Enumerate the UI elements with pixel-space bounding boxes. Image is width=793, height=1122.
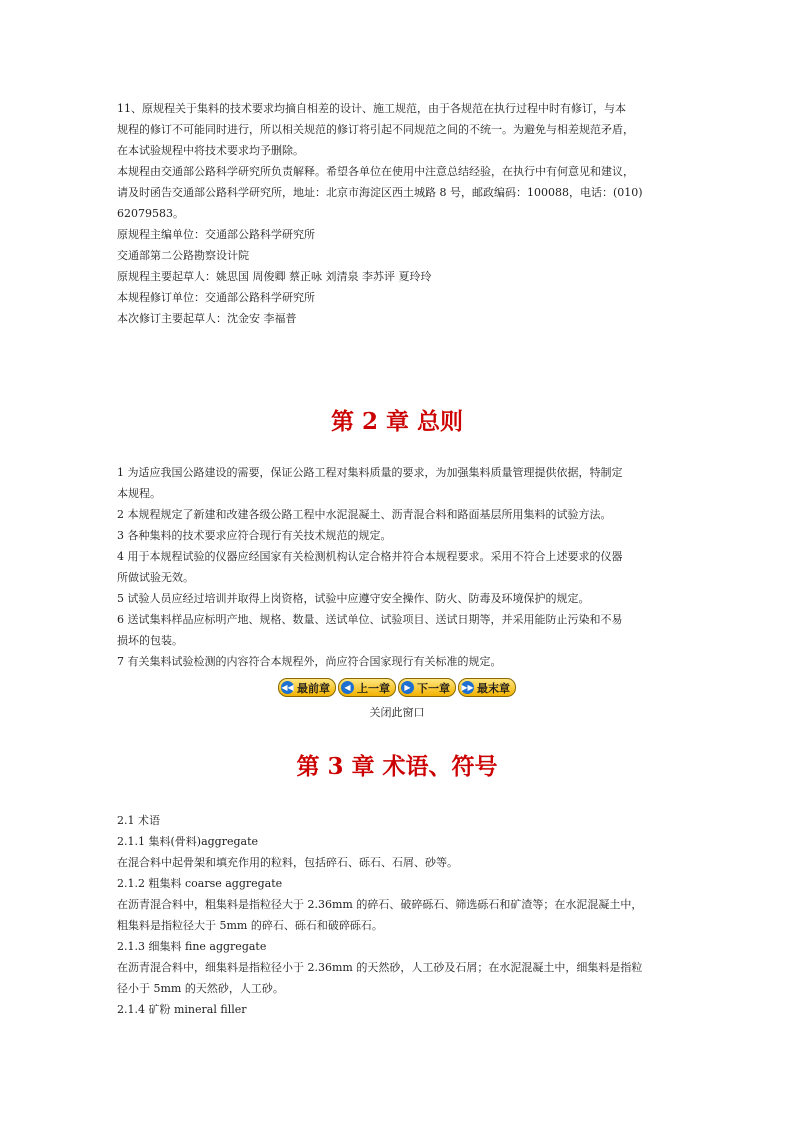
text-line: 在沥青混合料中，细集料是指粒径小于 2.36mm 的天然砂，人工砂及石屑；在水泥混凝土中，细集料是指粒 xyxy=(117,961,643,974)
chapter-2-title: 第 2 章 总则 xyxy=(330,408,464,435)
text-line: 2.1 术语 xyxy=(117,814,160,827)
text-line: 规程的修订不可能同时进行，所以相关规范的修订将引起不同规范之间的不统一。为避免与相差规范矛盾， xyxy=(117,123,634,136)
text-line: 2.1.3 细集料 fine aggregate xyxy=(117,940,267,953)
text-line: 原规程主编单位：交通部公路科学研究所 xyxy=(117,228,315,241)
text-line: 4 用于本规程试验的仪器应经国家有关检测机构认定合格并符合本规程要求。采用不符合上述要求的仪器 xyxy=(117,550,623,563)
last-chapter-button[interactable] xyxy=(458,678,516,697)
text-line: 所做试验无效。 xyxy=(117,571,194,584)
first-chapter-button[interactable] xyxy=(278,678,336,697)
prev-chapter-button[interactable] xyxy=(338,678,396,697)
text-line: 在混合料中起骨架和填充作用的粒料，包括碎石、砾石、石屑、砂等。 xyxy=(117,856,458,869)
text-line: 2 本规程规定了新建和改建各级公路工程中水泥混凝土、沥青混合料和路面基层所用集料的试验方法。 xyxy=(117,508,612,521)
text-line: 本规程修订单位：交通部公路科学研究所 xyxy=(117,291,315,304)
text-line: 损坏的包装。 xyxy=(117,634,183,647)
text-line: 原规程主要起草人：姚思国 周俊卿 蔡正咏 刘清泉 李苏评 夏玲玲 xyxy=(117,270,432,283)
text-line: 2.1.1 集料(骨料)aggregate xyxy=(117,835,259,848)
close-window-link[interactable]: 关闭此窗口 xyxy=(369,706,425,719)
next-chapter-button[interactable] xyxy=(398,678,456,697)
text-line: 2.1.2 粗集料 coarse aggregate xyxy=(117,877,283,890)
text-line: 粗集料是指粒径大于 5mm 的碎石、砾石和破碎砾石。 xyxy=(117,919,383,932)
chapter-navigation xyxy=(117,678,677,697)
text-line: 62079583。 xyxy=(117,207,184,220)
first-chapter-label: 最前章 xyxy=(297,681,330,695)
fast-forward-icon: ▶▶ xyxy=(461,683,474,692)
text-line: 7 有关集料试验检测的内容符合本规程外，尚应符合国家现行有关标准的规定。 xyxy=(117,655,502,668)
last-chapter-label: 最末章 xyxy=(477,681,510,695)
chapter-2-body xyxy=(117,462,677,672)
back-icon: ◀ xyxy=(341,681,354,694)
text-line: 径小于 5mm 的天然砂，人工砂。 xyxy=(117,982,284,995)
rewind-icon: ◀◀ xyxy=(281,683,294,692)
text-line: 3 各种集料的技术要求应符合现行有关技术规范的规定。 xyxy=(117,529,392,542)
text-line: 本规程由交通部公路科学研究所负责解释。希望各单位在使用中注意总结经验，在执行中有何意见和建议， xyxy=(117,165,634,178)
text-line: 交通部第二公路勘察设计院 xyxy=(117,249,249,262)
text-line: 1 为适应我国公路建设的需要，保证公路工程对集料质量的要求，为加强集料质量管理提供依据，特制定 xyxy=(117,466,623,479)
chapter-3-title: 第 3 章 术语、符号 xyxy=(296,753,498,780)
text-line: 在沥青混合料中，粗集料是指粒径大于 2.36mm 的碎石、破碎砾石、筛选砾石和矿渣等；在水泥混凝土中， xyxy=(117,898,643,911)
text-line: 5 试验人员应经过培训并取得上岗资格，试验中应遵守安全操作、防火、防毒及环境保护的规定。 xyxy=(117,592,590,605)
text-line: 请及时函告交通部公路科学研究所，地址：北京市海淀区西土城路 8 号，邮政编码：100088，电话：(010) xyxy=(117,186,643,199)
text-line: 11、原规程关于集料的技术要求均摘自相差的设计、施工规范，由于各规范在执行过程中时有修订，与本 xyxy=(117,102,626,115)
preface-notes xyxy=(117,98,677,329)
text-line: 6 送试集料样品应标明产地、规格、数量、送试单位、试验项目、送试日期等，并采用能防止污染和不易 xyxy=(117,613,623,626)
text-line: 本次修订主要起草人：沈金安 李福普 xyxy=(117,312,297,325)
text-line: 在本试验规程中将技术要求均予删除。 xyxy=(117,144,304,157)
next-chapter-label: 下一章 xyxy=(417,681,450,695)
forward-icon: ▶ xyxy=(401,681,414,694)
chapter-3-body xyxy=(117,810,677,1020)
text-line: 本规程。 xyxy=(117,487,161,500)
text-line: 2.1.4 矿粉 mineral filler xyxy=(117,1003,247,1016)
prev-chapter-label: 上一章 xyxy=(357,681,390,695)
